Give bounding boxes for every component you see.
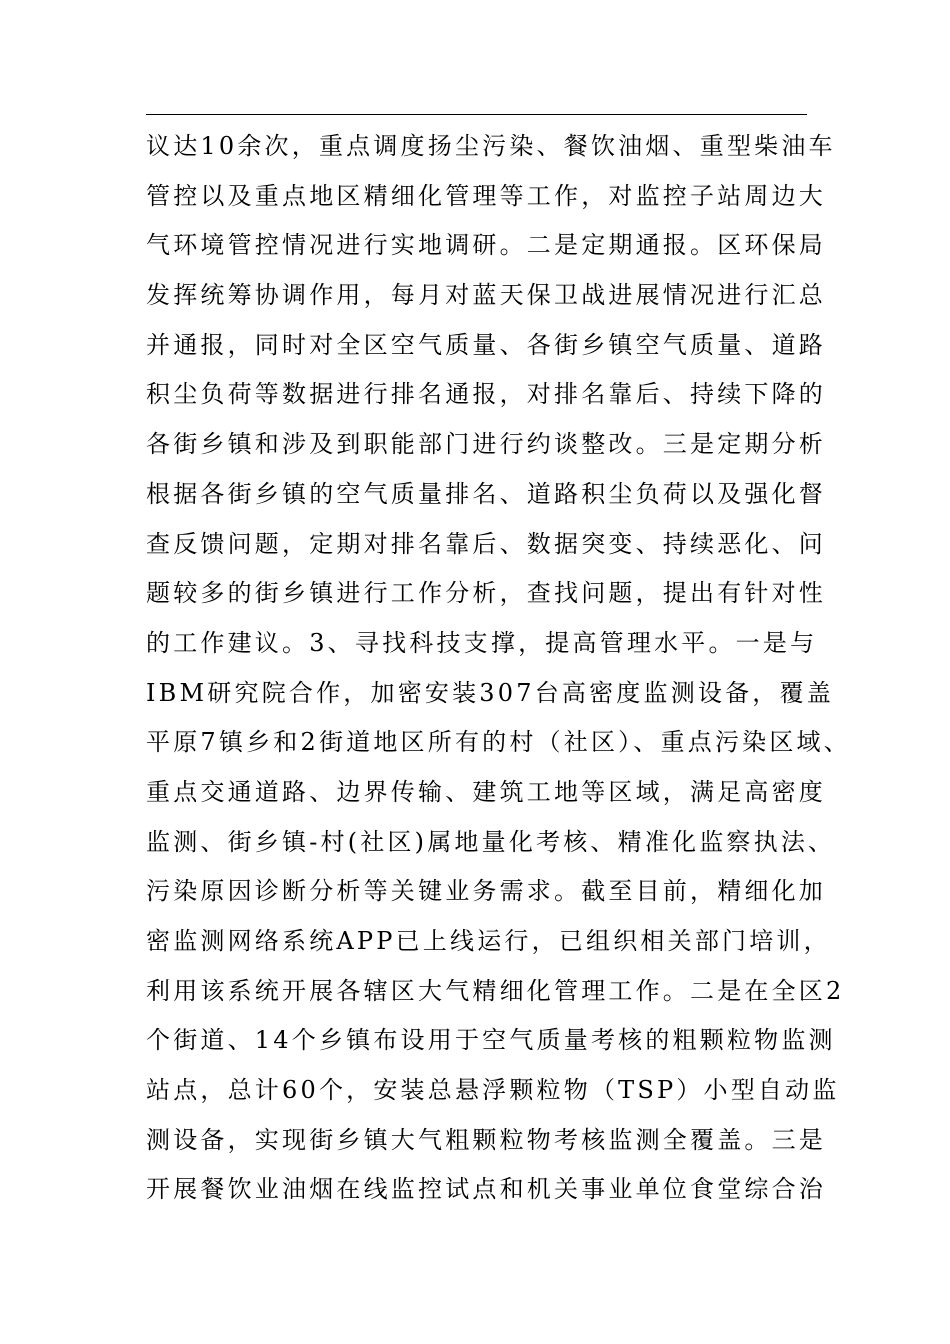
text-line: IBM研究院合作，加密安装307台高密度监测设备，覆盖 [146,678,834,707]
text-line: 平原7镇乡和2街道地区所有的村（社区）、重点污染区域、 [146,728,851,757]
text-line: 测设备，实现街乡镇大气粗颗粒物考核监测全覆盖。三是 [146,1125,826,1154]
header-rule [146,114,807,115]
text-line: 开展餐饮业油烟在线监控试点和机关事业单位食堂综合治 [146,1175,826,1204]
text-line: 并通报，同时对全区空气质量、各街乡镇空气质量、道路 [146,330,826,359]
text-line: 题较多的街乡镇进行工作分析，查找问题，提出有针对性 [146,579,826,608]
text-line: 重点交通道路、边界传输、建筑工地等区域，满足高密度 [146,777,826,806]
text-line: 各街乡镇和涉及到职能部门进行约谈整改。三是定期分析 [146,430,826,459]
text-line: 利用该系统开展各辖区大气精细化管理工作。二是在全区2 [146,976,845,1005]
text-line: 站点，总计60个，安装总悬浮颗粒物（TSP）小型自动监 [146,1076,840,1105]
text-line: 气环境管控情况进行实地调研。二是定期通报。区环保局 [146,231,826,260]
text-line: 根据各街乡镇的空气质量排名、道路积尘负荷以及强化督 [146,479,826,508]
text-line: 污染原因诊断分析等关键业务需求。截至目前，精细化加 [146,877,826,906]
text-line: 积尘负荷等数据进行排名通报，对排名靠后、持续下降的 [146,380,826,409]
text-line: 查反馈问题，定期对排名靠后、数据突变、持续恶化、问 [146,529,826,558]
text-line: 监测、街乡镇-村(社区)属地量化考核、精准化监察执法、 [146,827,836,856]
text-line: 个街道、14个乡镇布设用于空气质量考核的粗颗粒物监测 [146,1026,836,1055]
text-line: 议达10余次，重点调度扬尘污染、餐饮油烟、重型柴油车 [146,132,836,160]
body-text [146,122,851,1215]
text-line: 密监测网络系统APP已上线运行，已组织相关部门培训， [146,927,831,955]
text-line: 管控以及重点地区精细化管理等工作，对监控子站周边大 [146,181,826,210]
text-line: 发挥统筹协调作用，每月对蓝天保卫战进展情况进行汇总 [146,281,826,310]
text-line: 的工作建议。3、寻找科技支撑，提高管理水平。一是与 [146,628,818,657]
